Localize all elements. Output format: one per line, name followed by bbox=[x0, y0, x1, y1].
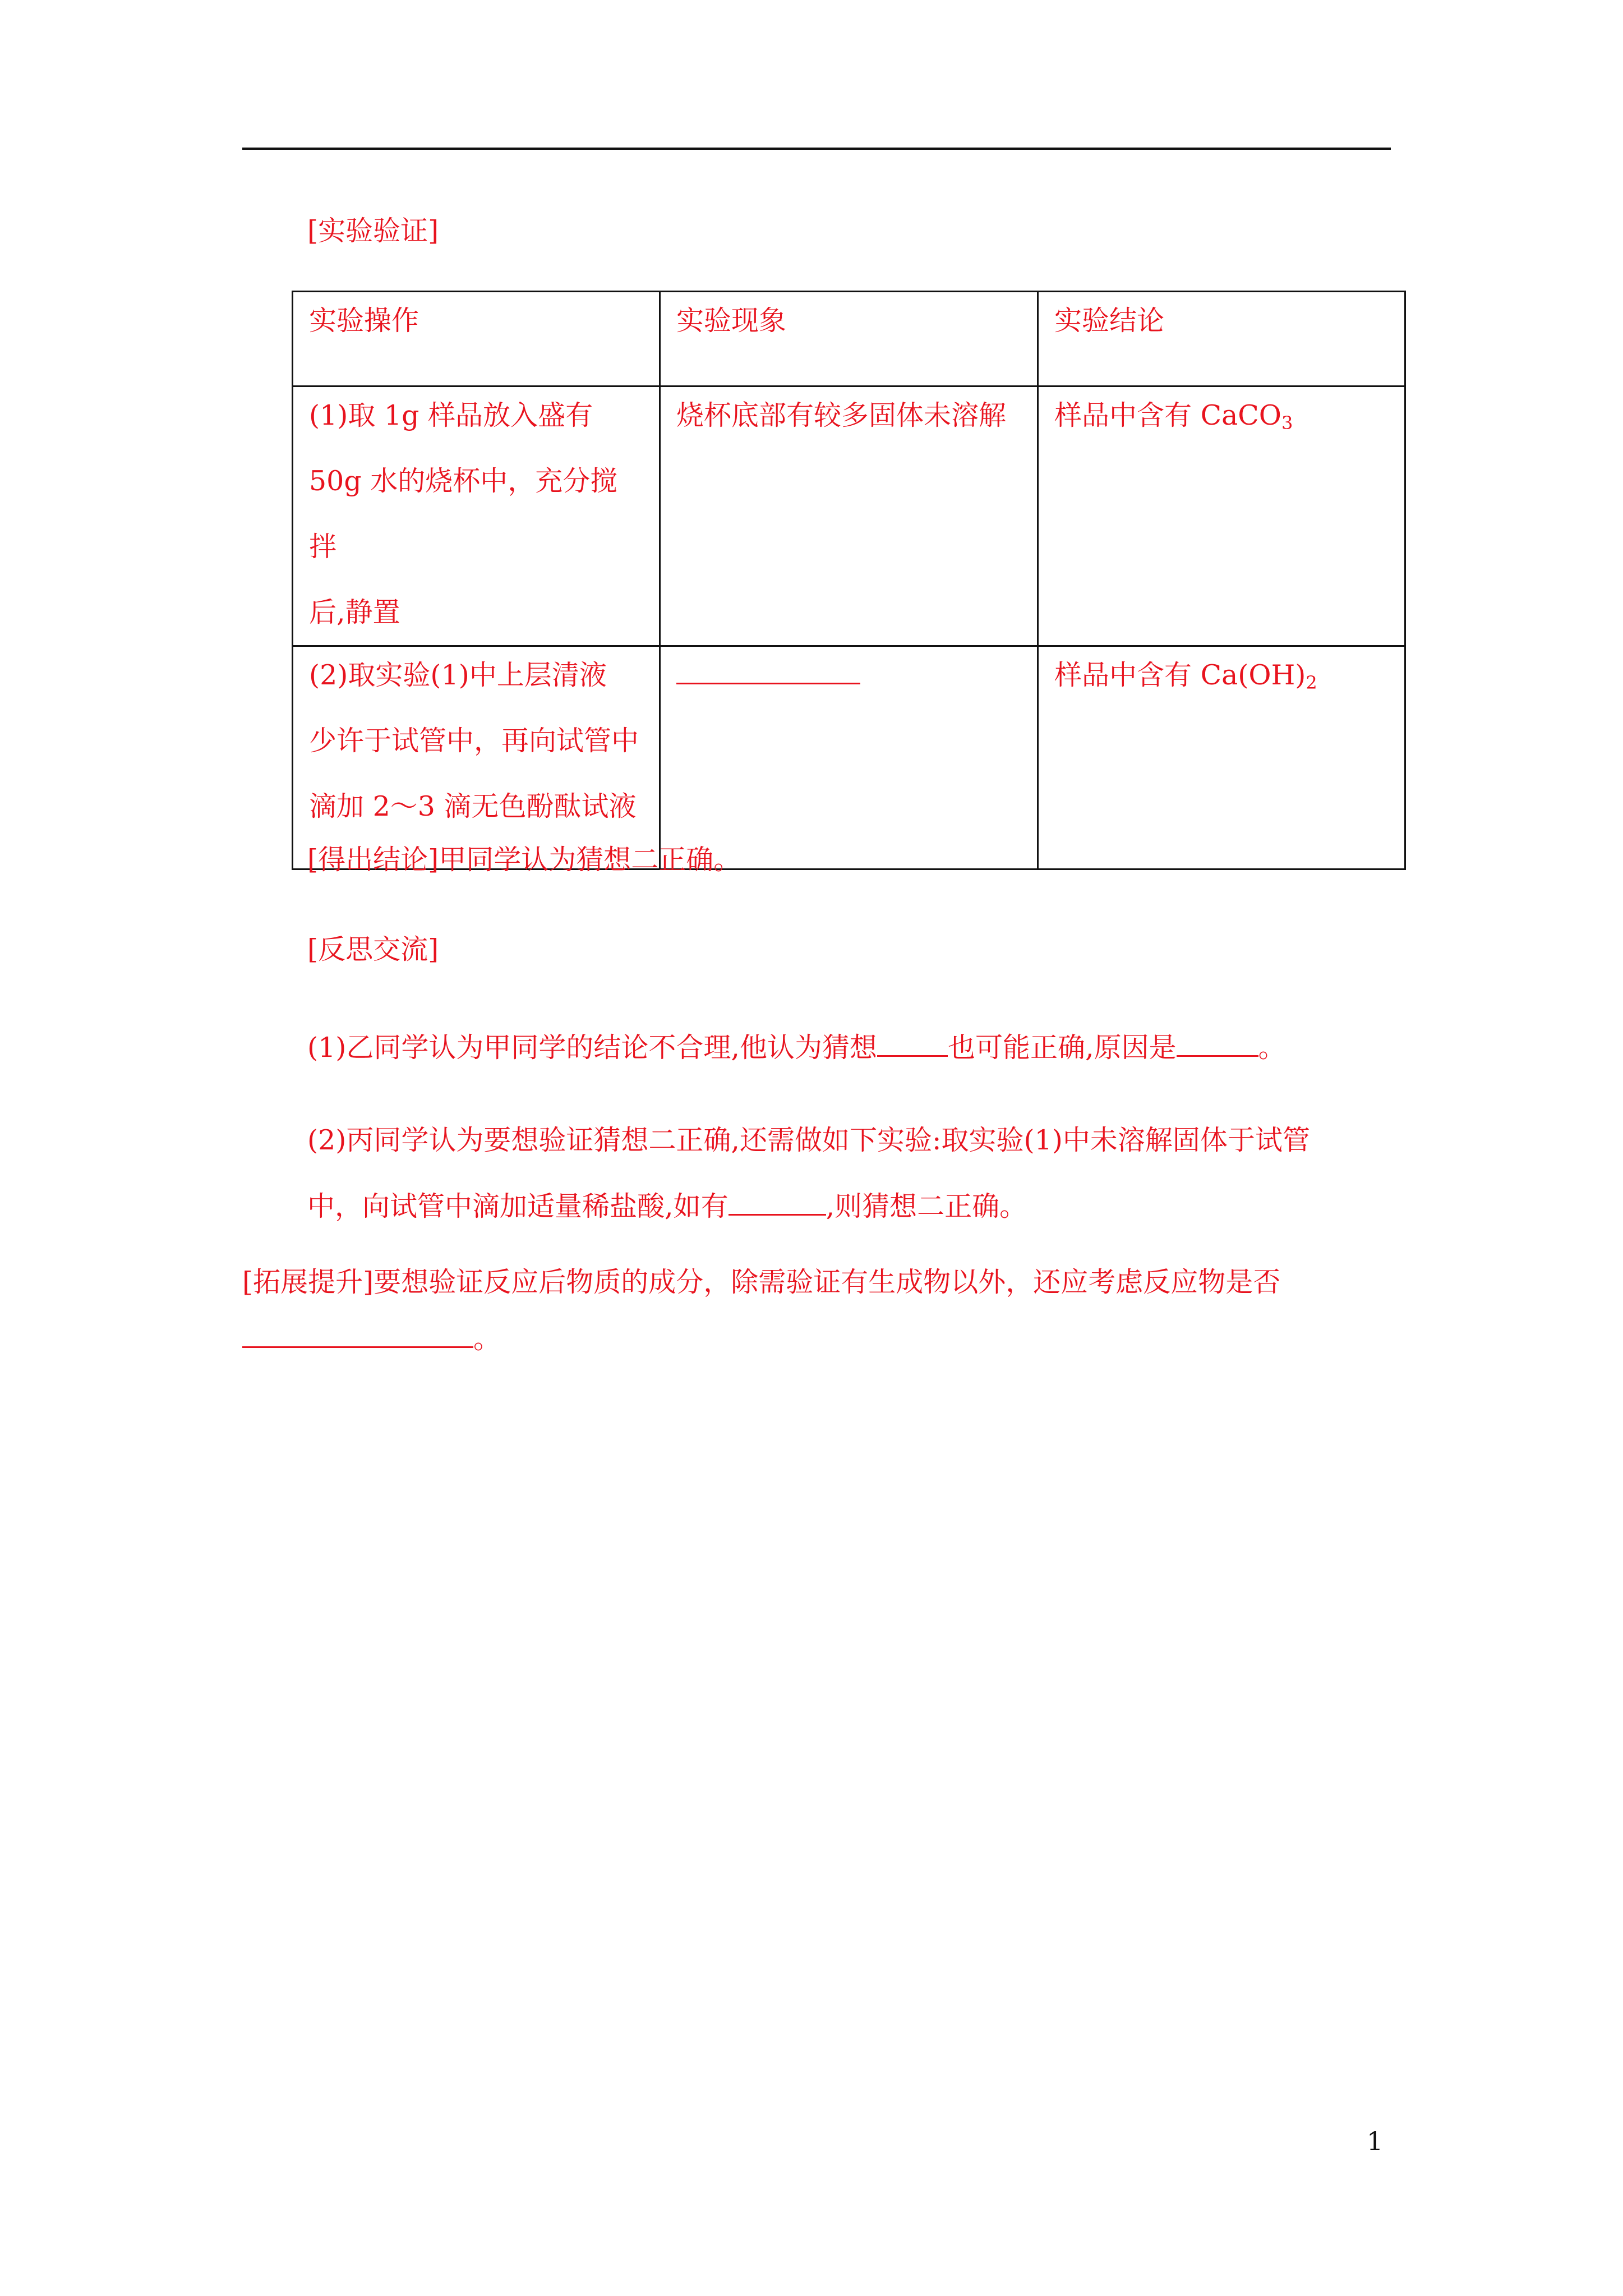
header-operation: 实验操作 bbox=[293, 292, 660, 386]
phenomenon-cell bbox=[660, 646, 1038, 869]
experiment-table bbox=[292, 291, 1406, 870]
header-rule bbox=[242, 148, 1391, 150]
extension-line-1: [拓展提升]要想验证反应后物质的成分，除需验证有生成物以外，还应考虑反应物是否 bbox=[242, 1266, 1281, 1298]
extension-line-2: 。 bbox=[242, 1319, 501, 1356]
reflect-question-2-line-2: 中，向试管中滴加适量稀盐酸,如有 ,则猜想二正确。 bbox=[307, 1187, 1027, 1223]
answer-blank bbox=[728, 1187, 826, 1216]
header-conclusion: 实验结论 bbox=[1038, 292, 1405, 386]
page-number: 1 bbox=[1367, 2126, 1384, 2156]
operation-cell: (1)取 1g 样品放入盛有 50g 水的烧杯中，充分搅拌 后,静置 bbox=[293, 386, 660, 646]
section-heading-verify: [实验验证] bbox=[307, 215, 439, 247]
table-row bbox=[293, 386, 1405, 646]
table-header-row bbox=[293, 292, 1405, 386]
answer-blank bbox=[1177, 1028, 1258, 1057]
table-row bbox=[293, 646, 1405, 869]
conclusion-cell: 样品中含有 $Ca(OH)_2$ bbox=[1038, 646, 1405, 869]
header-phenomenon: 实验现象 bbox=[660, 292, 1038, 386]
phenomenon-blank bbox=[676, 656, 860, 684]
answer-blank bbox=[877, 1028, 948, 1057]
conclusion-cell: 样品中含有 CaCO$_3$ bbox=[1038, 386, 1405, 646]
answer-blank bbox=[242, 1319, 473, 1348]
phenomenon-cell: 烧杯底部有较多固体未溶解 bbox=[660, 386, 1038, 646]
operation-cell: (2)取实验(1)中上层清液 少许于试管中，再向试管中 滴加 2～3 滴无色酚酞试液 bbox=[293, 646, 660, 869]
reflect-question-1: (1)乙同学认为甲同学的结论不合理,他认为猜想 也可能正确,原因是 。 bbox=[307, 1028, 1286, 1065]
section-heading-reflect: [反思交流] bbox=[307, 933, 439, 965]
conclusion-line: [得出结论]甲同学认为猜想二正确。 bbox=[307, 844, 741, 876]
reflect-question-2-line-1: (2)丙同学认为要想验证猜想二正确,还需做如下实验:取实验(1)中未溶解固体于试管 bbox=[307, 1124, 1310, 1156]
